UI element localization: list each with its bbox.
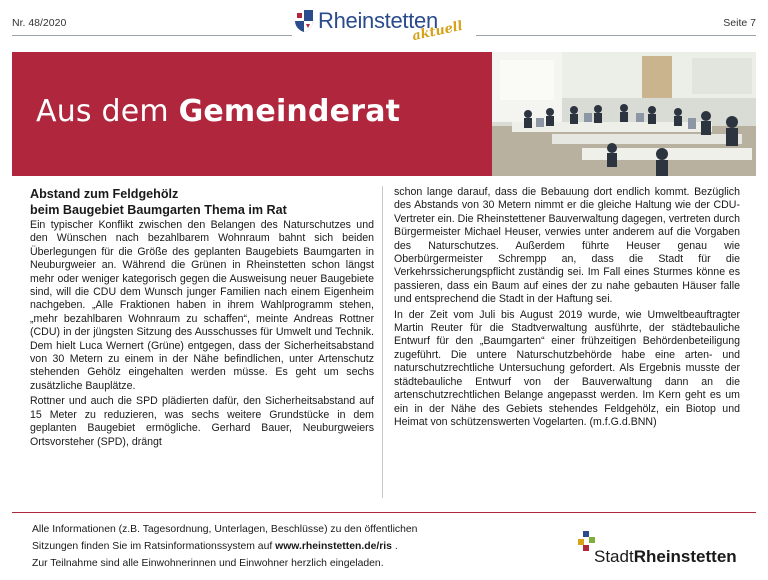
article-paragraph: schon lange darauf, dass die Bebauung dort endlich kommt. Bezüglich des Abstands von 30 Metern nimmt er die gleiche Haltung wie der CDU-Vertreter ein. Die Rheinstettener Bauverwaltung dagegen, vertreten durch Bürgermeister Michael Heuser, verwies unter anderem auf die Vorgaben des Naturschutzes. Außerdem führte Heuser genau wie Oberbürgermeister Schrempp an, dass die Stadt für die Verkehrssicherungspflicht zuständig sei. Im Fall eines Sturmes könne es passieren, dass ein Baum auf eines der zu nahe gebauten Häuser falle und entsprechend die Stadt in der Haftung sei. [394,186,740,306]
rheinstetten-aktuell-logo [294,6,476,44]
ris-link[interactable]: www.rheinstetten.de/ris [275,541,392,552]
council-meeting-photo [492,52,756,176]
page-header [0,0,768,44]
stadt-logo-text [594,547,737,567]
issue-number: Nr. 48/2020 [12,17,67,29]
headline-line-2: beim Baugebiet Baumgarten Thema im Rat [30,203,287,217]
article-paragraph: In der Zeit vom Juli bis August 2019 wurde, wie Umweltbeauftragter Martin Reuter für die Stadtverwaltung ausführte, der städtebauliche Entwurf für den „Baumgarten“ einer frühzeitigen Behördenbeteiligung zugeführt. Die untere Naturschutzbehörde habe eine arten- und naturschutzrechtliche Untersuchung gefordert. Als Ergebnis musste der städtebauliche Entwurf von der Bauverwaltung dann an die artenschutzrechtlichen Belange angepasst werden. Im Kern geht es um ein in der Nähe des Gebiets stehendes Feldgehölz, ein Biotop und Heimat von schützenswerten Vogelarten. (m.f.G.d.BNN) [394,308,740,428]
stadt-rheinstetten-logo [578,531,756,571]
section-title-bold: Gemeinderat [178,94,401,129]
footer-line-2 [32,538,492,555]
stadt-logo-light: Stadt [594,547,634,566]
article-paragraph: Ein typischer Konflikt zwischen den Belangen des Naturschutzes und den Wünschen nach bezahlbarem Wohnraum bahnt sich beiden Überlegungen für die Größe des geplanten Baugebiets Baumgarten in Neuburgweier an. Während die Grünen in Rheinstetten schon längst mehr oder weniger kategorisch gegen die Ausweisung neuer Baugebiete sind, will die CDU dem Wunsch junger Familien nach einem Eigenheim nachgeben. „Alle Fraktionen haben in ihrem Wahlprogramm stehen, „mehr bezahlbaren Wohnraum zu schaffen“, meinte Andreas Rottner (CDU) in der jüngsten Sitzung des Ausschusses für Umwelt und Technik. Dem hielt Luca Wernert (Grüne) entgegen, dass der Sicherheitsabstand von 30 Metern zu einem in der Nähe befindlichen, unter Artenschutz stehenden Gehölz eingehalten werden müsse. Es geht um sechs zusätzliche Bauplätze. [30,219,374,392]
stadt-logo-bold: Rheinstetten [633,547,737,566]
logo-name: Rheinstetten [318,8,438,33]
article-headline [30,186,374,218]
section-banner [12,52,756,176]
header-rule-right [476,35,756,36]
article-paragraph: Rottner und auch die SPD plädierten dafür, den Sicherheitsabstand auf 15 Meter zu reduzieren, was sechs weitere Grundstücke in dem geplanten Baugebiet ermögliche. Gerhard Bauer, Neuburgweiers Ortsvorsteher (SPD), drängt [30,395,374,448]
info-footer [12,512,756,576]
logo-subtitle: aktuell [410,18,465,45]
section-title-light: Aus dem [36,94,179,129]
column-divider [382,186,383,498]
footer-line-1: Alle Informationen (z.B. Tagesordnung, Unterlagen, Beschlüsse) zu den öffentlichen [32,524,418,535]
article-column-right [394,186,740,431]
meeting-photo-illustration [492,52,756,176]
footer-line-3: Zur Teilnahme sind alle Einwohnerinnen und Einwohner herzlich eingeladen. [32,558,384,569]
footer-notice [32,521,492,572]
footer-line-2-text: Sitzungen finden Sie im Ratsinformationssystem auf [32,541,276,552]
crest-icon [294,9,314,33]
section-title [36,94,400,129]
article-column-left [30,186,374,451]
headline-line-1: Abstand zum Feldgehölz [30,187,179,201]
page-number: Seite 7 [723,17,756,29]
footer-line-2-end: . [391,541,398,552]
header-rule-left [12,35,292,36]
